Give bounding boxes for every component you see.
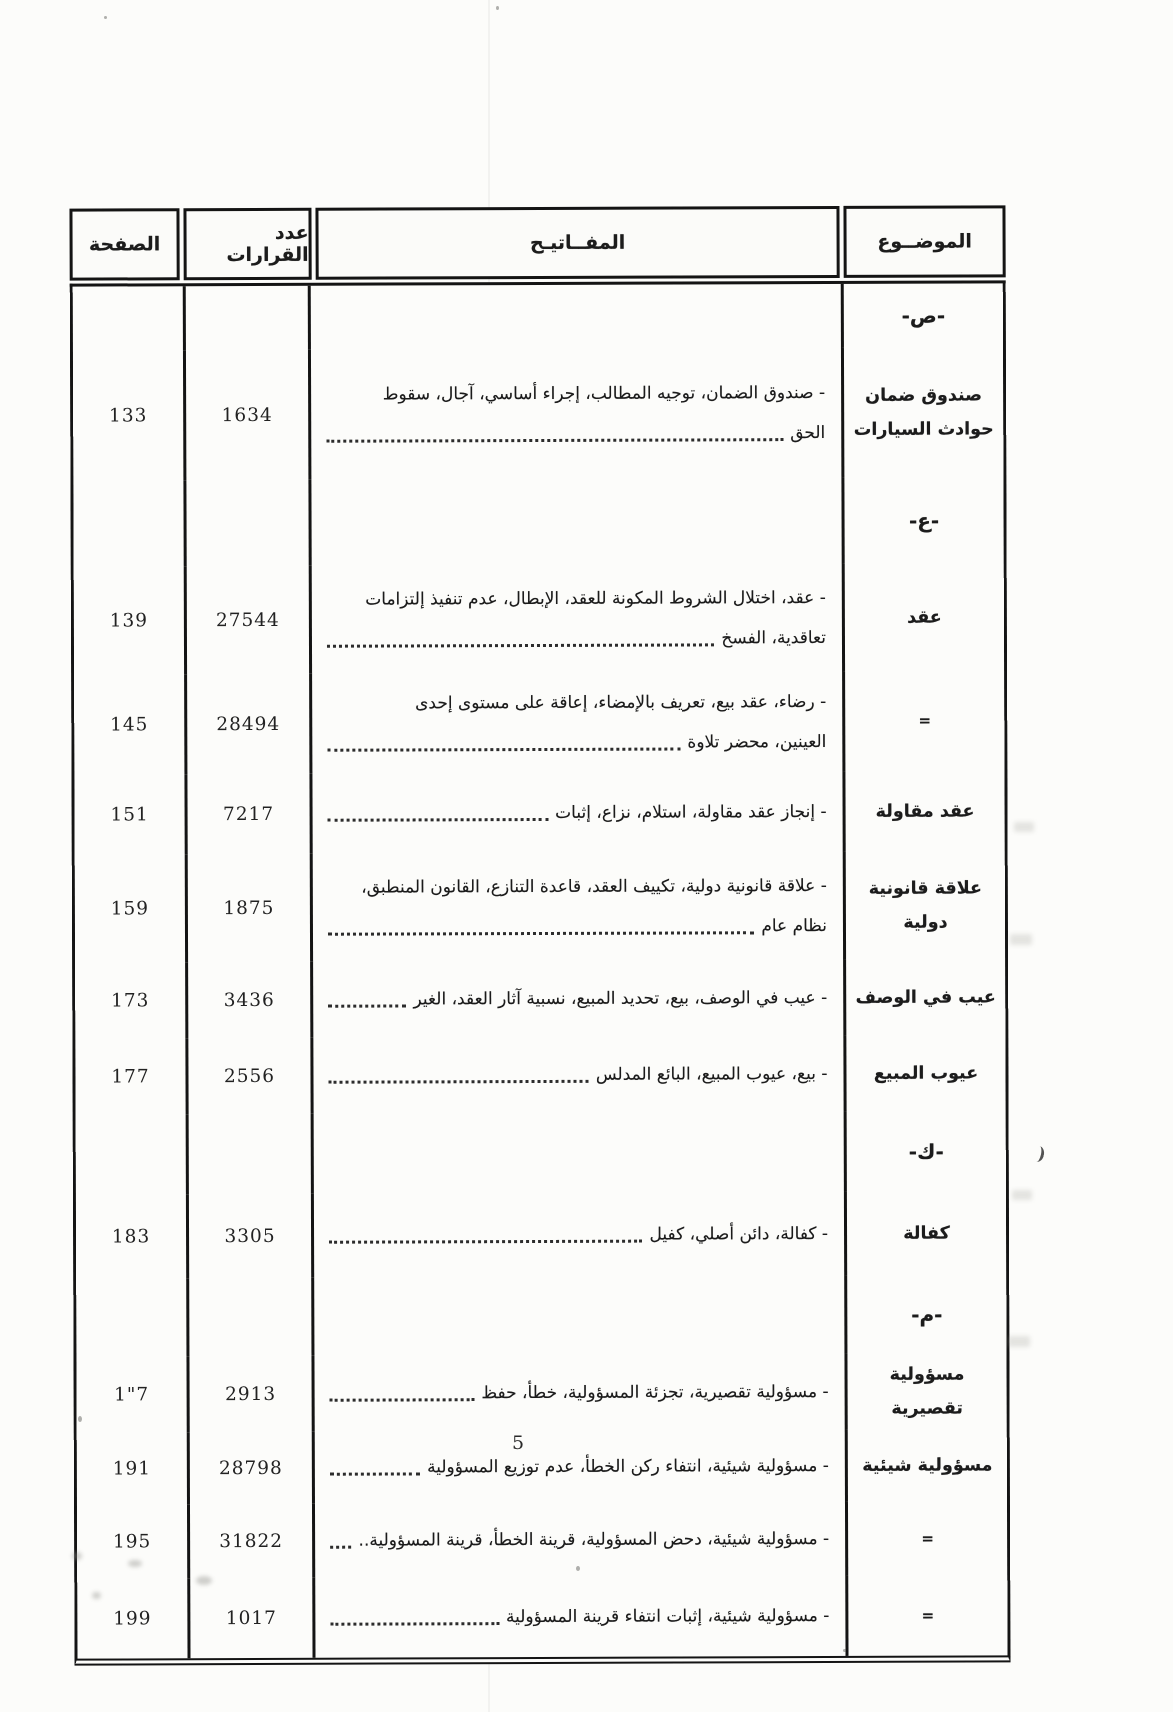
dotted-leader — [328, 931, 754, 935]
keys-cell: - مسؤولية شيئية، إثبات انتفاء قرينة المسؤولية — [315, 1576, 845, 1658]
page-number-cell: 173 — [111, 989, 150, 1011]
table-row — [75, 1035, 1005, 1114]
keys-cell — [311, 284, 841, 350]
dotted-leader — [326, 438, 783, 443]
keys-cell — [314, 1276, 844, 1356]
scan-speck — [843, 1649, 846, 1652]
table-row — [75, 959, 1005, 1038]
subject-cell: = — [845, 1576, 1007, 1657]
table-row — [76, 1191, 1006, 1278]
column-header-page: الصفحة — [69, 208, 179, 280]
table-header-row — [69, 205, 1005, 280]
subject-cell: = — [845, 1502, 1007, 1577]
keys-cell: - مسؤولية تقصيرية، تجزئة المسؤولية، خطأ، حفظ — [314, 1354, 844, 1432]
page-number-cell: 151 — [110, 803, 149, 825]
keys-cell — [314, 1112, 844, 1194]
subject-cell: = — [842, 671, 1004, 772]
table-row — [74, 671, 1004, 774]
table-row — [77, 1502, 1007, 1579]
page-number-cell: 145 — [110, 713, 149, 735]
table-row — [76, 1353, 1006, 1432]
subject-cell: صندوق ضمان حوادث السيارات — [841, 347, 1003, 478]
dotted-leader — [329, 1240, 642, 1244]
table-row — [74, 563, 1004, 674]
decision-count-cell: 2913 — [186, 1356, 314, 1433]
subject-cell: مسؤولية تقصيرية — [844, 1353, 1006, 1430]
subject-cell: عقد مقاولة — [842, 771, 1004, 852]
page-number-cell: 177 — [111, 1065, 150, 1087]
decision-count-cell: 7217 — [184, 774, 312, 854]
decision-count-cell: 1875 — [185, 854, 313, 962]
table-row — [73, 347, 1003, 480]
decision-count-cell: 3436 — [185, 962, 313, 1038]
dotted-leader — [330, 1398, 475, 1402]
page-number-cell: 133 — [108, 404, 148, 427]
subject-cell: علاقة قانونية دولية — [843, 851, 1005, 960]
scan-bleedthrough — [1014, 822, 1034, 832]
page-number-cell: 183 — [111, 1225, 151, 1247]
scan-bleedthrough — [1008, 1336, 1030, 1347]
subject-cell: عيوب المبيع — [843, 1035, 1005, 1112]
scan-smudge — [128, 1560, 142, 1567]
page-number-cell: 199 — [113, 1608, 152, 1630]
dotted-leader — [327, 748, 680, 752]
page-number-cell: 1"7 — [114, 1383, 150, 1406]
dotted-leader — [328, 818, 549, 822]
scan-smudge — [92, 1592, 101, 1599]
dotted-leader — [330, 1473, 420, 1476]
decision-count-cell: 28798 — [187, 1432, 315, 1504]
keys-cell: - كفالة، دائن أصلي، كفيل — [314, 1192, 844, 1278]
subject-cell: عقد — [842, 563, 1004, 672]
keys-cell: - رضاء، عقد بيع، تعريف بالإمضاء، إعاقة على مستوى إحدى العينين، محضر تلاوة — [312, 672, 842, 774]
page-number-cell — [73, 286, 183, 350]
keys-cell: - مسؤولية شيئية، انتفاء ركن الخطأ، عدم توزيع المسؤولية — [315, 1430, 845, 1504]
section-row — [73, 283, 1003, 350]
section-letter-label: -ك- — [844, 1111, 1006, 1192]
section-row — [76, 1111, 1006, 1194]
page-number-cell — [76, 1278, 186, 1356]
dotted-leader — [330, 1546, 351, 1549]
keys-cell: - صندوق الضمان، توجيه المطالب، إجراء أساسي، آجال، سقوط الحق — [311, 348, 841, 480]
page-number-cell — [73, 480, 183, 566]
scan-speck — [78, 1416, 82, 1422]
keys-cell — [311, 478, 841, 566]
keys-cell: - عيب في الوصف، بيع، تحديد المبيع، نسبية آثار العقد، الغير — [313, 960, 843, 1038]
section-row — [76, 1275, 1006, 1356]
dotted-leader — [330, 1622, 499, 1626]
scan-speck — [104, 16, 107, 19]
keys-cell: - بيع، عيوب المبيع، البائع المدلس — [313, 1036, 843, 1114]
scan-smudge — [196, 1576, 212, 1585]
decision-count-cell — [186, 1278, 314, 1356]
decision-count-cell — [186, 1114, 314, 1194]
keys-cell: - إنجاز عقد مقاولة، استلام، نزاع، إثبات — [312, 772, 842, 854]
decision-count-cell: 1634 — [183, 350, 311, 480]
dotted-leader — [327, 643, 714, 647]
scan-bleedthrough — [1012, 1190, 1032, 1200]
scan-ink-mark — [1030, 1145, 1045, 1163]
section-row — [73, 477, 1003, 566]
column-header-subject: الموضــوع — [843, 205, 1005, 278]
scan-bleedthrough — [1010, 934, 1032, 945]
table-body — [70, 280, 1011, 1666]
section-letter-label: -ص- — [841, 283, 1003, 348]
scan-speck — [496, 6, 499, 10]
dotted-leader — [329, 1080, 589, 1084]
scan-smudge — [72, 1552, 82, 1560]
subject-cell: كفالة — [844, 1191, 1006, 1276]
dotted-leader — [328, 1004, 406, 1007]
page-number-cell: 139 — [109, 609, 149, 631]
page-number-cell — [76, 1114, 186, 1194]
decision-count-cell — [183, 480, 311, 566]
keys-cell: - علاقة قانونية دولية، تكييف العقد، قاعدة التنازع، القانون المنطبق، نظام عام — [313, 852, 843, 962]
keys-cell: - مسؤولية شيئية، دحض المسؤولية، قرينة الخطأ، قرينة المسؤولية.. — [315, 1502, 845, 1578]
subject-cell: مسؤولية شيئية — [845, 1430, 1007, 1503]
decision-count-cell: 3305 — [186, 1194, 314, 1278]
table-row — [74, 771, 1004, 854]
section-letter-label: -م- — [844, 1275, 1006, 1354]
section-letter-label: -ع- — [841, 477, 1003, 564]
page-number-cell: 159 — [110, 897, 150, 919]
decision-count-cell: 2556 — [185, 1038, 313, 1114]
scan-speck — [576, 1566, 580, 1571]
subject-cell: عيب في الوصف — [843, 959, 1005, 1036]
decision-count-cell — [183, 286, 311, 350]
column-header-decisions: عدد القرارات — [183, 208, 311, 280]
decision-count-cell: 27544 — [184, 566, 312, 674]
page-number-cell: 191 — [112, 1458, 152, 1480]
decision-count-cell: 1017 — [187, 1578, 315, 1658]
decision-count-cell: 28494 — [184, 674, 312, 774]
index-table — [69, 205, 1010, 1666]
page-number-cell: 195 — [112, 1531, 152, 1553]
keys-cell: - عقد، اختلال الشروط المكونة للعقد، الإبطال، عدم تنفيذ إلتزامات تعاقدية، الفسخ — [312, 564, 842, 674]
table-row — [77, 1430, 1007, 1505]
table-row — [77, 1576, 1007, 1659]
table-row — [75, 851, 1005, 962]
decision-count-cell: 31822 — [187, 1504, 315, 1578]
page-number: 5 — [512, 1432, 525, 1454]
column-header-keys: المفــاتيـح — [315, 206, 839, 280]
